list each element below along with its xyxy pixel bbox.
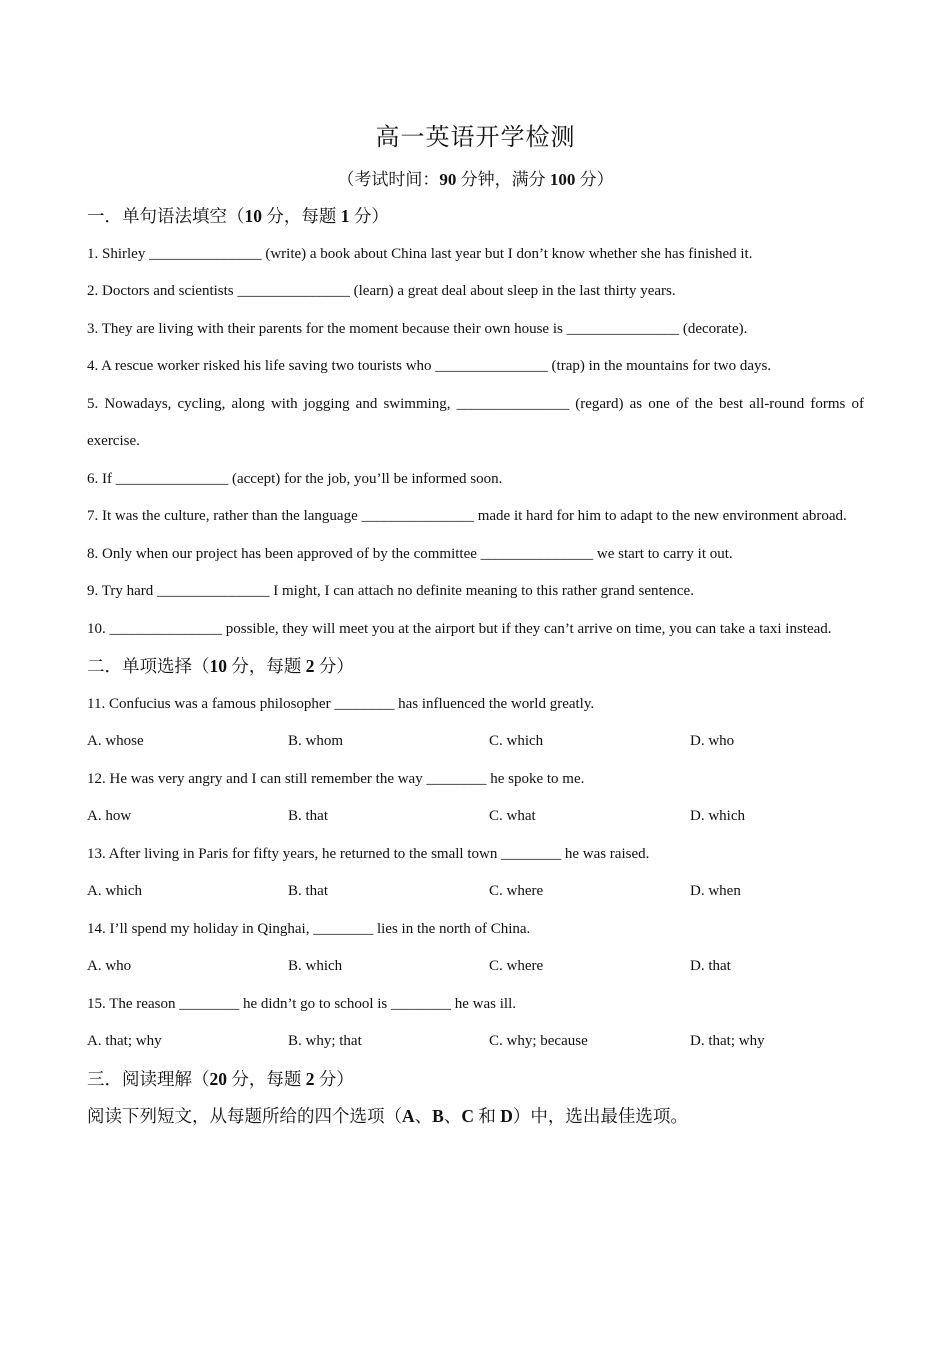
choices-15	[87, 1023, 864, 1061]
question-5: 5. Nowadays, cycling, along with jogging and swimming, _______________ (regard) as one of the best all-round forms of exercise.	[87, 395, 864, 449]
heading-text: 分，每题	[262, 206, 341, 226]
question-13: 13. After living in Paris for fifty years, he returned to the small town ________ he was raised.	[87, 845, 650, 862]
question-points: 1	[340, 206, 350, 226]
option-b: B. whom	[288, 733, 344, 749]
option-a: A. which	[87, 883, 142, 899]
heading-text: 一．单句语法填空（	[87, 206, 245, 226]
question-1: 1. Shirley _______________ (write) a book about China last year but I don’t know whether she has finished it.	[87, 245, 753, 262]
option-d: D. when	[690, 883, 741, 899]
heading-text: 分）	[349, 206, 389, 226]
choices-13	[87, 873, 864, 911]
question-4: 4. A rescue worker risked his life saving two tourists who _______________ (trap) in the mountains for two days.	[87, 358, 772, 374]
heading-text: 三．阅读理解（	[87, 1068, 210, 1089]
question-9: 9. Try hard _______________ I might, I can attach no definite meaning to this rather grand sentence.	[87, 583, 694, 599]
option-d: D. that	[690, 958, 731, 974]
instr-option: B	[432, 1106, 444, 1126]
instr-text: 和	[473, 1106, 501, 1126]
section-heading-choice	[87, 648, 864, 686]
instr-text: 、	[414, 1106, 433, 1126]
heading-text: 分）	[314, 1068, 354, 1089]
instr-text: 阅读下列短文，从每题所给的四个选项（	[87, 1106, 402, 1126]
heading-text: 分）	[314, 656, 354, 676]
option-a: A. that; why	[87, 1033, 162, 1049]
question-11: 11. Confucius was a famous philosopher ________ has influenced the world greatly.	[87, 695, 595, 712]
option-d: D. who	[690, 733, 735, 749]
option-c: C. why; because	[489, 1033, 588, 1049]
option-c: C. what	[489, 808, 536, 824]
instr-text: ）中，选出最佳选项。	[512, 1106, 688, 1126]
question-10: 10. _______________ possible, they will meet you at the airport but if they can’t arrive on time, you can take a taxi instead.	[87, 620, 832, 637]
section-points: 20	[209, 1068, 227, 1089]
option-b: B. that	[288, 808, 328, 824]
option-a: A. who	[87, 958, 132, 974]
reading-instructions	[87, 1098, 864, 1136]
question-8: 8. Only when our project has been approved of by the committee _______________ we start to carry it out.	[87, 545, 733, 562]
option-c: C. where	[489, 883, 544, 899]
exam-score: 100	[549, 170, 576, 189]
option-c: C. where	[489, 958, 544, 974]
heading-text: 分，每题	[227, 1068, 306, 1089]
instr-option: C	[461, 1106, 474, 1126]
question-6: 6. If _______________ (accept) for the job, you’ll be informed soon.	[87, 470, 503, 487]
page-title: 高一英语开学检测	[375, 125, 576, 151]
section-heading-reading	[87, 1061, 864, 1099]
instr-option: D	[500, 1106, 513, 1126]
section-heading-grammar	[87, 198, 864, 236]
instr-text: 、	[443, 1106, 462, 1126]
exam-page	[87, 120, 864, 1136]
option-b: B. that	[288, 883, 328, 899]
option-a: A. how	[87, 808, 132, 824]
option-c: C. which	[489, 733, 544, 749]
option-a: A. whose	[87, 733, 144, 749]
question-15: 15. The reason ________ he didn’t go to school is ________ he was ill.	[87, 995, 516, 1012]
exam-info	[87, 166, 864, 194]
choices-14	[87, 948, 864, 986]
question-points: 2	[305, 1068, 315, 1089]
section-points: 10	[209, 656, 227, 676]
choices-11	[87, 723, 864, 761]
question-7: 7. It was the culture, rather than the language _______________ made it hard for him to adapt to the new environment abroad.	[87, 508, 847, 524]
option-d: D. that; why	[690, 1033, 765, 1049]
option-b: B. why; that	[288, 1033, 362, 1049]
exam-info-text: 分）	[575, 170, 614, 189]
option-d: D. which	[690, 808, 745, 824]
question-12: 12. He was very angry and I can still remember the way ________ he spoke to me.	[87, 770, 585, 787]
question-14: 14. I’ll spend my holiday in Qinghai, ________ lies in the north of China.	[87, 920, 531, 937]
question-points: 2	[305, 656, 315, 676]
question-3: 3. They are living with their parents for the moment because their own house is _______________ (decorate).	[87, 320, 748, 337]
heading-text: 二．单项选择（	[87, 656, 210, 676]
exam-info-text: 分钟，满分	[456, 170, 550, 189]
question-2: 2. Doctors and scientists _______________ (learn) a great deal about sleep in the last thirty years.	[87, 283, 676, 299]
option-b: B. which	[288, 958, 343, 974]
instr-option: A	[402, 1106, 415, 1126]
choices-12	[87, 798, 864, 836]
section-points: 10	[244, 206, 262, 226]
exam-info-text: （考试时间：	[337, 170, 440, 189]
exam-time: 90	[439, 170, 457, 189]
heading-text: 分，每题	[227, 656, 306, 676]
